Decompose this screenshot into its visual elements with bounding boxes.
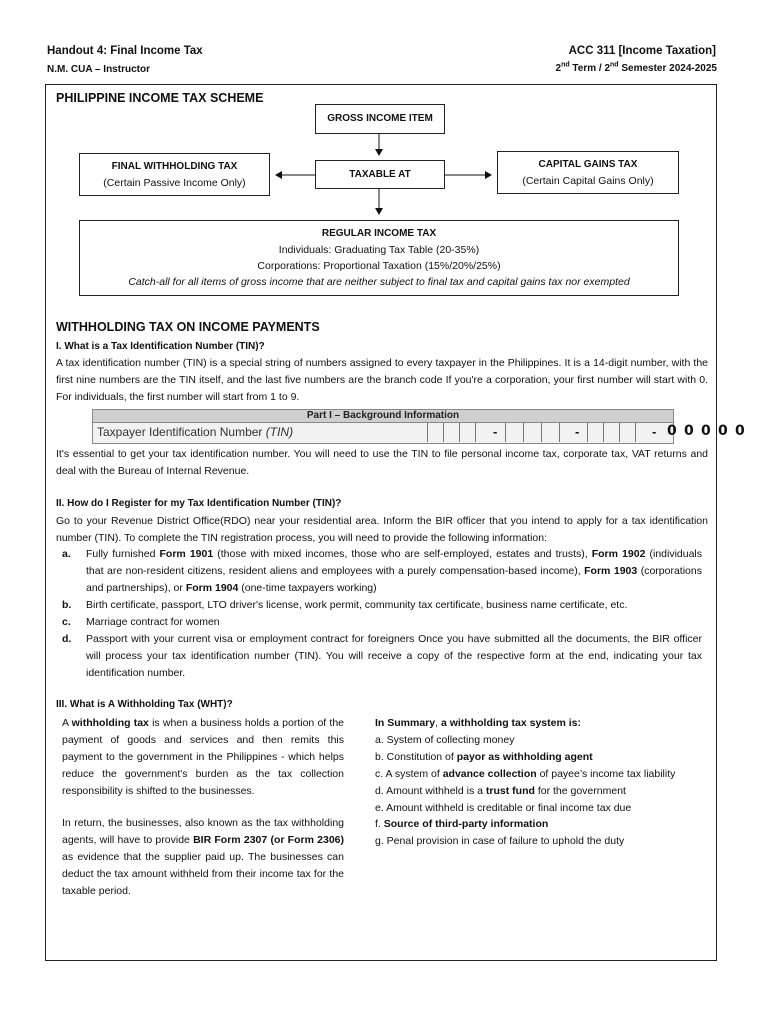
summary-item-b: b. Constitution of payor as withholding agent — [375, 751, 593, 763]
question-1: I. What is a Tax Identification Number (TIN)? — [56, 341, 265, 352]
summary-item-d: d. Amount withheld is a trust fund for the government — [375, 785, 626, 797]
question-3: III. What is A Withholding Tax (WHT)? — [56, 699, 233, 710]
taxable-at-box: TAXABLE AT — [315, 160, 445, 189]
final-withholding-box: FINAL WITHHOLDING TAX (Certain Passive Income Only) — [79, 153, 270, 196]
term-info: 2nd Term / 2nd Semester 2024-2025 — [555, 61, 717, 74]
tin-registration-intro: Go to your Revenue District Office(RDO) near your residential area. Inform the BIR officer that you intend to apply for a tax identification number (TIN). To complete the TIN registration process, you will need to provide the following information: — [56, 515, 708, 544]
list-marker-b: b. — [62, 599, 72, 611]
tin-zero: 0 — [718, 423, 728, 439]
tin-zero: 0 — [684, 423, 694, 439]
summary-item-c: c. A system of advance collection of payee’s income tax liability — [375, 768, 676, 780]
list-item-c: Marriage contract for women — [86, 616, 220, 628]
summary-item-g: g. Penal provision in case of failure to uphold the duty — [375, 835, 625, 847]
tin-strip-header: Part I – Background Information — [93, 410, 673, 423]
summary-heading: In Summary, a withholding tax system is: — [375, 717, 581, 729]
gross-income-box: GROSS INCOME ITEM — [315, 104, 445, 134]
capital-gains-box: CAPITAL GAINS TAX (Certain Capital Gains Only) — [497, 151, 679, 194]
tin-dash-2: - — [575, 424, 580, 439]
wht-definition: A withholding tax is when a business holds a portion of the payment of goods and services and then remits this payment to the government in the Philippines - which helps reduce the government's burden as the tax collection responsibility is shifted to the businesses. — [62, 717, 345, 797]
handout-title: Handout 4: Final Income Tax — [47, 45, 203, 57]
list-marker-a: a. — [62, 548, 71, 560]
list-item-d: Passport with your current visa or employment contract for foreigners Once you have submitted all the documents, the BIR officer will process your tax identification number (TIN). You will receive a copy of the respective form at the end, indicating your tax identification number. — [86, 633, 702, 679]
summary-item-e: e. Amount withheld is creditable or final income tax due — [375, 802, 632, 814]
wht-title: WITHHOLDING TAX ON INCOME PAYMENTS — [56, 320, 320, 334]
scheme-arrows — [0, 0, 768, 320]
list-item-a: Fully furnished Form 1901 (those with mixed incomes, those who are self-employed, estates and trusts), Form 1902 (individuals that are non-resident citizens, resident aliens and employees with a purely compensation-based income), Form 1903 (corporations and partnerships), or Form 1904 (one-time taxpayers working) — [86, 548, 703, 594]
tin-definition: A tax identification number (TIN) is a special string of numbers assigned to every taxpayer in the Philippines. It is a 14-digit number, with the first nine numbers are the TIN itself, and the last five numbers are the branch code If you're a corporation, your first number will start with 0. For individuals, the first number will start from 1 to 9. — [56, 357, 708, 403]
summary-item-f: f. Source of third-party information — [375, 818, 549, 830]
tin-strip-label: Taxpayer Identification Number (TIN) — [97, 425, 294, 439]
tin-zero: 0 — [667, 423, 677, 439]
tin-dash-1: - — [493, 424, 498, 439]
summary-item-a: a. System of collecting money — [375, 734, 515, 746]
list-marker-d: d. — [62, 633, 72, 645]
tin-form-strip — [92, 409, 745, 444]
instructor-name: N.M. CUA – Instructor — [47, 64, 150, 75]
list-marker-c: c. — [62, 616, 71, 628]
tin-importance: It's essential to get your tax identification number. You will need to use the TIN to file personal income tax, corporate tax, VAT returns and deal with the Bureau of Internal Revenue. — [56, 448, 708, 477]
tin-branch-zeros — [663, 423, 768, 443]
list-item-b: Birth certificate, passport, LTO driver's license, work permit, community tax certificate, business name certificate, etc. — [86, 599, 628, 611]
wht-bir-form: In return, the businesses, also known as the tax withholding agents, will have to provide BIR Form 2307 (or Form 2306) as evidence that the supplier paid up. The businesses can deduct the tax amount withheld from their income tax for the taxable period. — [62, 817, 344, 897]
tin-cells — [427, 423, 673, 443]
regular-income-box: REGULAR INCOME TAX Individuals: Graduating Tax Table (20-35%) Corporations: Proportional Taxation (15%/20%/25%) Catch-all for all items of gross income that are neither subject to final tax and capital gains tax nor exempted — [79, 220, 679, 296]
tin-zero: 0 — [735, 423, 745, 439]
question-2: II. How do I Register for my Tax Identification Number (TIN)? — [56, 498, 342, 509]
scheme-title: PHILIPPINE INCOME TAX SCHEME — [56, 91, 264, 105]
tin-zero: 0 — [701, 423, 711, 439]
tin-dash-3: - — [652, 424, 657, 439]
course-title: ACC 311 [Income Taxation] — [568, 45, 716, 57]
